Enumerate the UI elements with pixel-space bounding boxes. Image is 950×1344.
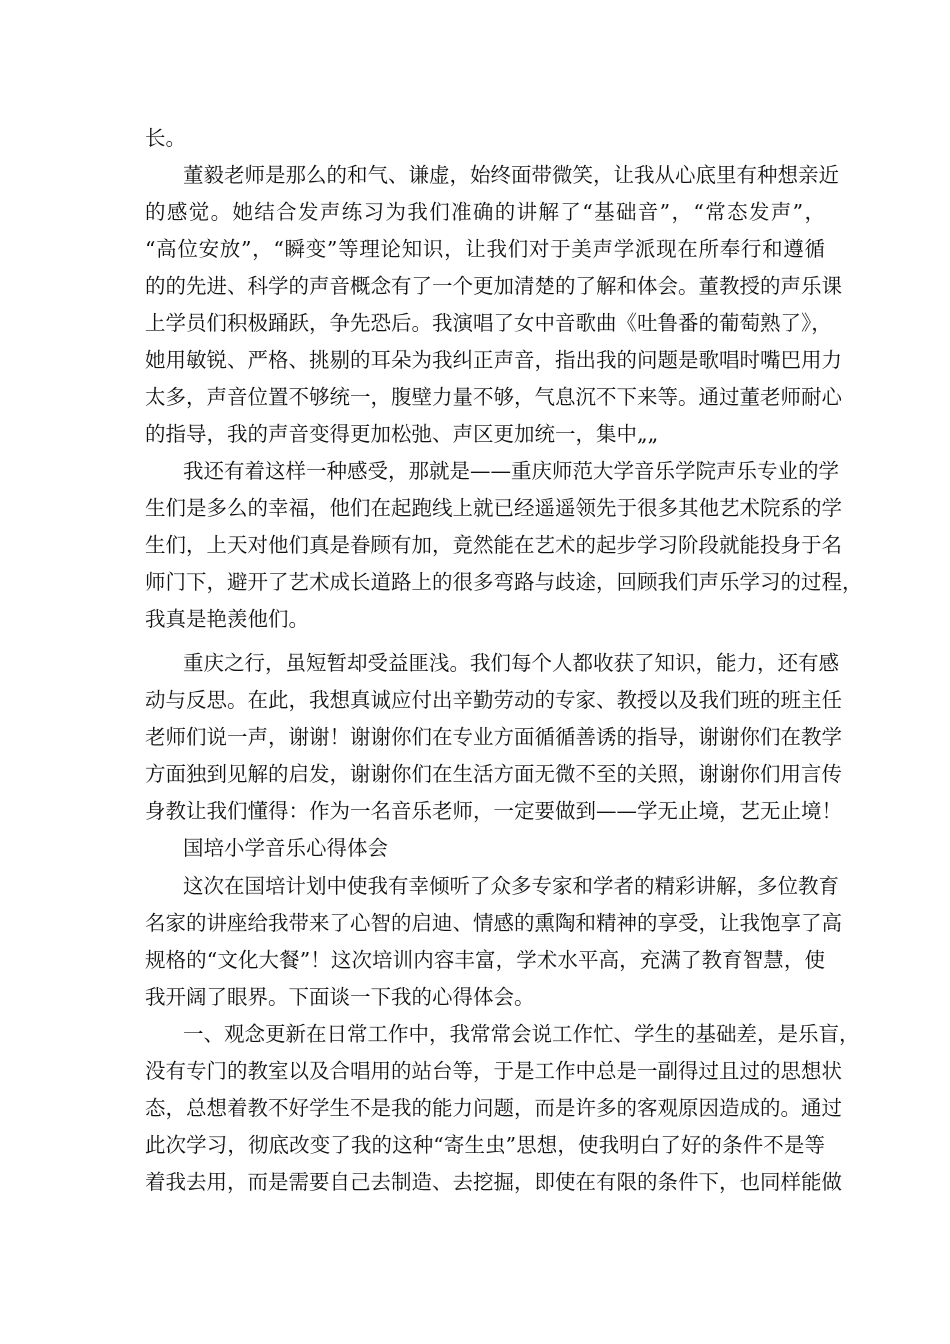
text-line: 生们是多么的幸福，他们在起跑线上就已经遥遥领先于很多其他艺术院系的学 bbox=[145, 496, 842, 520]
text-line: 方面独到见解的启发，谢谢你们在生活方面无微不至的关照，谢谢你们用言传 bbox=[145, 762, 842, 786]
text-line: 此次学习，彻底改变了我的这种“寄生虫”思想，使我明白了好的条件不是等 bbox=[145, 1133, 825, 1157]
text-line: 的指导，我的声音变得更加松弛、声区更加统一，集中„„ bbox=[145, 422, 659, 446]
text-line: 太多，声音位置不够统一，腹壁力量不够，气息沉不下来等。通过董老师耐心 bbox=[145, 385, 842, 409]
text-line: 我真是艳羡他们。 bbox=[145, 607, 309, 631]
section-heading: 国培小学音乐心得体会 bbox=[183, 836, 388, 860]
text-line: “高位安放”，“瞬变”等理论知识，让我们对于美声学派现在所奉行和遵循 bbox=[145, 237, 825, 261]
text-line: 师门下，避开了艺术成长道路上的很多弯路与歧途，回顾我们声乐学习的过程， bbox=[145, 570, 863, 594]
text-line: 规格的“文化大餐”！这次培训内容丰富，学术水平高，充满了教育智慧，使 bbox=[145, 948, 825, 972]
text-line: 着我去用，而是需要自己去制造、去挖掘，即使在有限的条件下，也同样能做 bbox=[145, 1170, 842, 1194]
text-line: 一、观念更新在日常工作中，我常常会说工作忙、学生的基础差，是乐盲， bbox=[183, 1022, 860, 1046]
text-line: 我还有着这样一种感受，那就是——重庆师范大学音乐学院声乐专业的学 bbox=[183, 459, 839, 483]
text-line: 重庆之行，虽短暂却受益匪浅。我们每个人都收获了知识，能力，还有感 bbox=[183, 651, 839, 675]
text-line: 名家的讲座给我带来了心智的启迪、情感的熏陶和精神的享受，让我饱享了高 bbox=[145, 911, 842, 935]
text-line: 上学员们积极踊跃，争先恐后。我演唱了女中音歌曲《吐鲁番的葡萄熟了》， bbox=[145, 311, 832, 335]
text-line: 长。 bbox=[145, 126, 186, 150]
text-line: 没有专门的教室以及合唱用的站台等，于是工作中总是一副得过且过的思想状 bbox=[145, 1059, 842, 1083]
text-line: 动与反思。在此，我想真诚应付出辛勤劳动的专家、教授以及我们班的班主任 bbox=[145, 688, 842, 712]
text-line: 的感觉。她结合发声练习为我们准确的讲解了“基础音”，“常态发声”， bbox=[145, 200, 825, 224]
text-line: 态，总想着教不好学生不是我的能力问题，而是许多的客观原因造成的。通过 bbox=[145, 1096, 842, 1120]
text-line: 她用敏锐、严格、挑剔的耳朵为我纠正声音，指出我的问题是歌唱时嘴巴用力 bbox=[145, 348, 842, 372]
text-line: 老师们说一声，谢谢！谢谢你们在专业方面循循善诱的指导，谢谢你们在教学 bbox=[145, 725, 842, 749]
text-line: 我开阔了眼界。下面谈一下我的心得体会。 bbox=[145, 985, 535, 1009]
text-line: 董毅老师是那么的和气、谦虚，始终面带微笑，让我从心底里有种想亲近 bbox=[183, 163, 839, 187]
text-line: 的的先进、科学的声音概念有了一个更加清楚的了解和体会。董教授的声乐课 bbox=[145, 274, 842, 298]
text-line: 这次在国培计划中使我有幸倾听了众多专家和学者的精彩讲解，多位教育 bbox=[183, 874, 839, 898]
text-line: 生们，上天对他们真是眷顾有加，竟然能在艺术的起步学习阶段就能投身于名 bbox=[145, 533, 842, 557]
text-line: 身教让我们懂得：作为一名音乐老师，一定要做到——学无止境，艺无止境！ bbox=[145, 799, 842, 823]
